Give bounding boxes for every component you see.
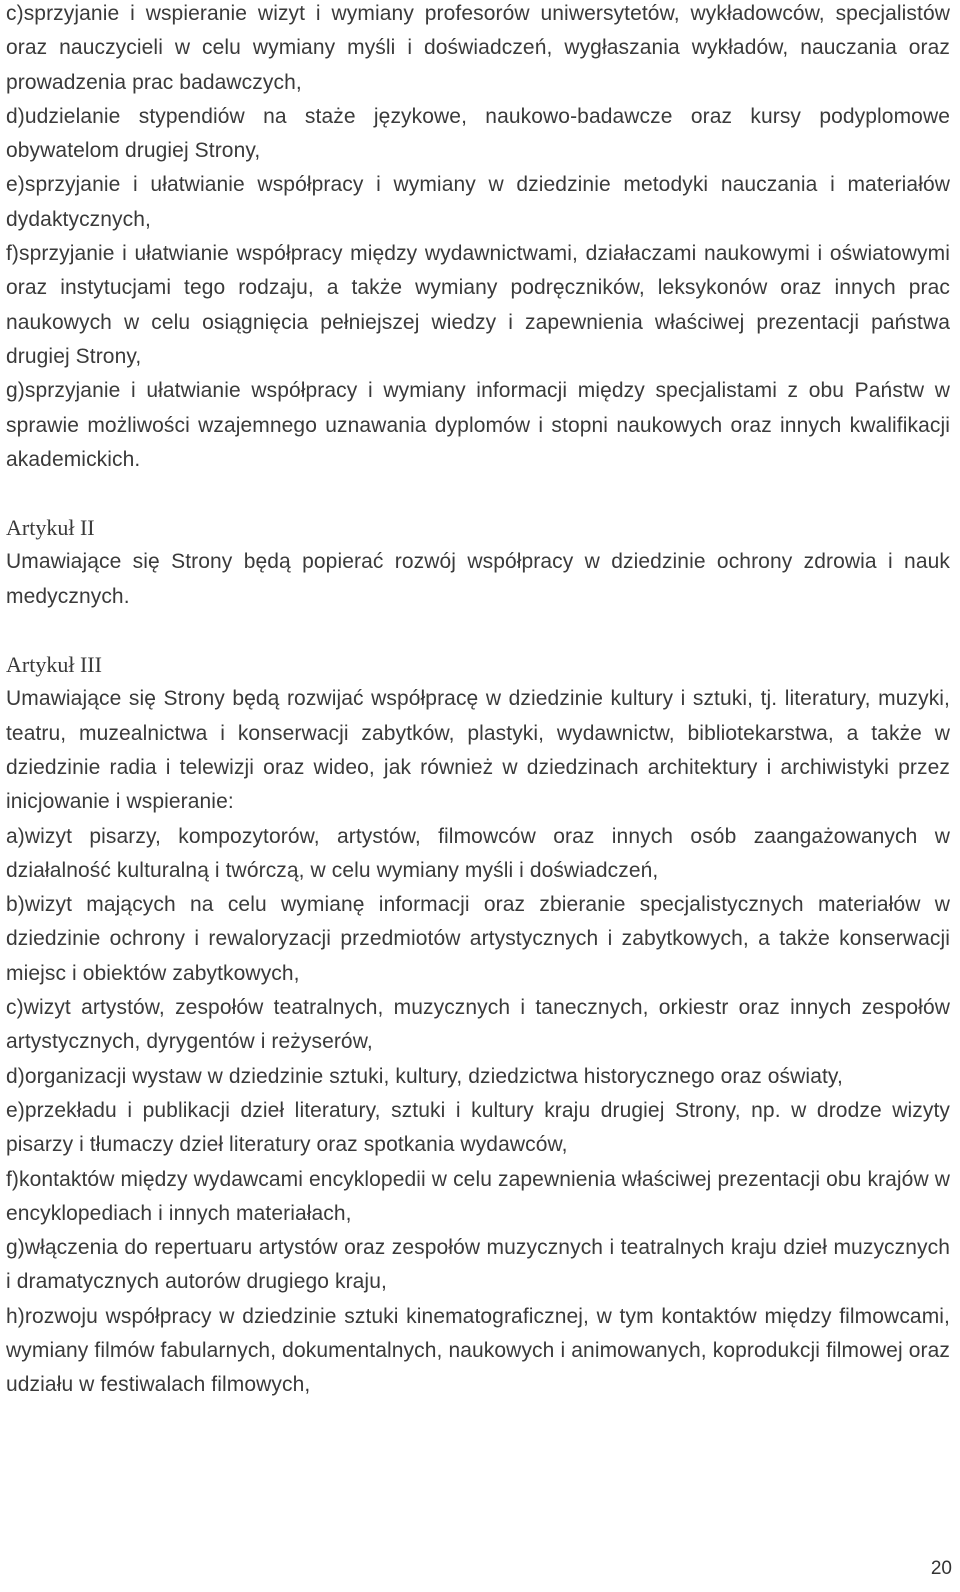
article-3-item-a: a)wizyt pisarzy, kompozytorów, artystów, filmowców oraz innych osób zaangażowanych w działalność kulturalną i twórczą, w celu wymiany myśli i doświadczeń, [6,824,950,882]
paragraph-item-f: f)sprzyjanie i ułatwianie współpracy między wydawnictwami, działaczami naukowymi i oświatowymi oraz instytucjami tego rodzaju, a także wymiany podręczników, leksykonów oraz innych prac naukowych w celu osiągnięcia pełniejszej wiedzy i zapewnienia właściwej prezentacji państwa drugiej Strony, [6,242,950,368]
article-3-item-h: h)rozwoju współpracy w dziedzinie sztuki kinematograficznej, w tym kontaktów między filmowcami, wymiany filmów fabularnych, dokumentalnych, naukowych i animowanych, koprodukcji filmowej oraz udziału w festiwalach filmowych, [6,1304,950,1397]
article-2-heading: Artykuł II [6,515,95,541]
article-3-intro: Umawiające się Strony będą rozwijać współpracę w dziedzinie kultury i sztuki, tj. literatury, muzyki, teatru, muzealnictwa i konserwacji zabytków, plastyki, wydawnictw, bibliotekarstwa, a także w dziedzinie radia i telewizji oraz wideo, jak również w dziedzinach architektury i archiwistyki przez inicjowanie i wspieranie: [6,687,950,814]
section-gap [6,614,950,648]
document-page [6,0,950,1403]
article-3-item-f: f)kontaktów między wydawcami encyklopedii w celu zapewnienia właściwej prezentacji obu krajów w encyklopediach i innych materiałach, [6,1167,950,1225]
section-gap [6,477,950,511]
paragraph-item-d: d)udzielanie stypendiów na staże językowe, naukowo-badawcze oraz kursy podyplomowe obywatelom drugiej Strony, [6,104,950,163]
article-3-item-d: d)organizacji wystaw w dziedzinie sztuki, kultury, dziedzictwa historycznego oraz oświaty, [6,1064,843,1088]
article-3-item-e: e)przekładu i publikacji dzieł literatury, sztuki i kultury kraju drugiej Strony, np. w drodze wizyty pisarzy i tłumaczy dzieł literatury oraz spotkania wydawców, [6,1098,950,1157]
article-3-heading: Artykuł III [6,652,102,678]
page-number: 20 [930,1558,952,1579]
paragraph-item-c: c)sprzyjanie i wspieranie wizyt i wymiany profesorów uniwersytetów, wykładowców, specjalistów oraz nauczycieli w celu wymiany myśli i doświadczeń, wygłaszania wykładów, nauczania oraz prowadzenia prac badawczych, [6,2,950,94]
article-3-item-b: b)wizyt mających na celu wymianę informacji oraz zbieranie specjalistycznych materiałów w dziedzinie ochrony i rewaloryzacji przedmiotów artystycznych i zabytkowych, a także konserwacji miejsc i obiektów zabytkowych, [6,893,950,985]
article-3-item-c: c)wizyt artystów, zespołów teatralnych, muzycznych i tanecznych, orkiestr oraz innych zespołów artystycznych, dyrygentów i reżyserów, [6,996,950,1054]
article-3-item-g: g)włączenia do repertuaru artystów oraz zespołów muzycznych i teatralnych kraju dzieł muzycznych i dramatycznych autorów drugiego kraju, [6,1236,950,1294]
article-2-text: Umawiające się Strony będą popierać rozwój współpracy w dziedzinie ochrony zdrowia i nauk medycznych. [6,550,950,608]
paragraph-item-g: g)sprzyjanie i ułatwianie współpracy i wymiany informacji między specjalistami z obu Państw w sprawie możliwości wzajemnego uznawania dyplomów i stopni naukowych oraz innych kwalifikacji akademickich. [6,379,950,471]
paragraph-item-e: e)sprzyjanie i ułatwianie współpracy i wymiany w dziedzinie metodyki nauczania i materiałów dydaktycznych, [6,173,950,231]
